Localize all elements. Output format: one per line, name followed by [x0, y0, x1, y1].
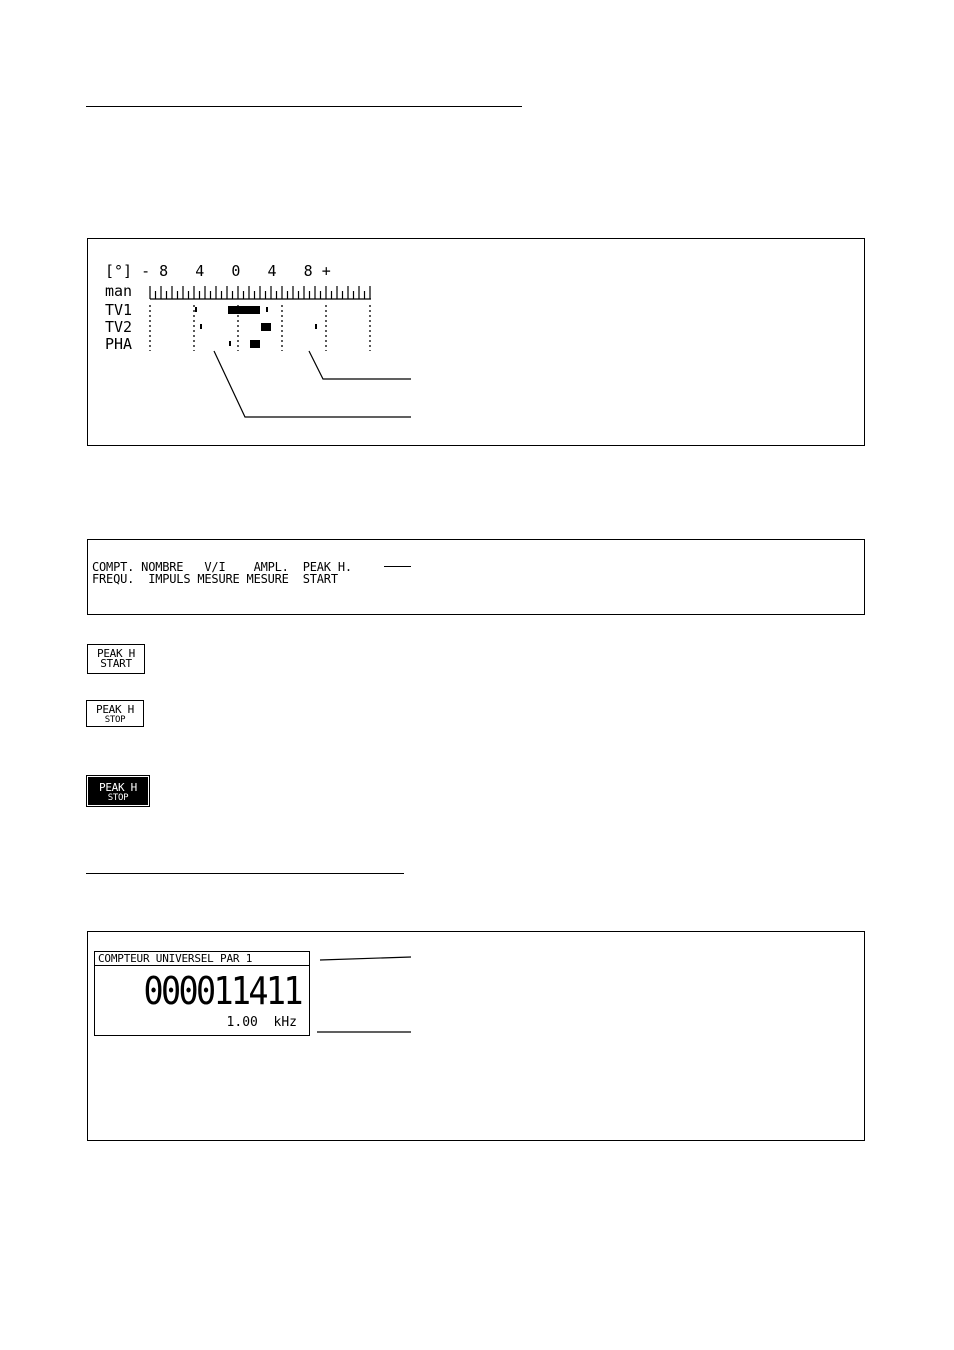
counter-value: 000011411	[143, 969, 301, 1013]
phase-meter-graphic	[88, 239, 864, 445]
key-line2: STOP	[104, 715, 126, 725]
softkey-menu-figure	[87, 539, 865, 615]
section-heading-rule-1	[86, 106, 522, 107]
tv2-marker-left	[200, 324, 202, 329]
counter-title: COMPTEUR UNIVERSEL PAR 1	[95, 952, 309, 966]
key-line2: STOP	[107, 793, 129, 803]
key-line2: START	[100, 657, 132, 670]
menu-row-bottom: FREQU. IMPULS MESURE MESURE START	[92, 572, 338, 586]
key-line1: PEAK H	[99, 781, 137, 794]
key-line1: PEAK H	[96, 703, 134, 716]
man-label: man	[105, 282, 133, 300]
callout-leader-upper	[309, 351, 411, 379]
scale-header: [°] - 8 4 0 4 8 +	[105, 262, 331, 280]
phase-meter-figure	[87, 238, 865, 446]
row-label-tv1: TV1	[105, 301, 133, 319]
key-line1: PEAK H	[97, 647, 135, 660]
tv2-marker-right	[315, 324, 317, 329]
man-ruler	[150, 286, 371, 299]
counter-callouts	[88, 932, 864, 1140]
peak-h-start-key[interactable]	[87, 644, 145, 674]
callout-leader-lower	[214, 351, 411, 417]
tv1-marker	[266, 307, 268, 312]
peak-h-stop-key[interactable]	[86, 700, 144, 727]
row-label-pha: PHA	[105, 335, 133, 353]
section-heading-rule-2	[86, 873, 404, 874]
counter-figure	[87, 931, 865, 1141]
menu-row-top: COMPT. NOMBRE V/I AMPL. PEAK H.	[92, 560, 352, 574]
peak-h-stop-key-active[interactable]	[88, 777, 148, 805]
pha-marker	[229, 341, 231, 346]
title-callout-line	[320, 957, 411, 960]
tv1-marker-left	[195, 307, 197, 312]
peak-h-callout-line	[384, 566, 411, 567]
tv2-bar	[261, 323, 271, 331]
tv1-bar	[228, 306, 260, 314]
pha-bar	[250, 340, 260, 348]
row-label-tv2: TV2	[105, 318, 133, 336]
counter-frequency: 1.00 kHz	[226, 1015, 297, 1030]
